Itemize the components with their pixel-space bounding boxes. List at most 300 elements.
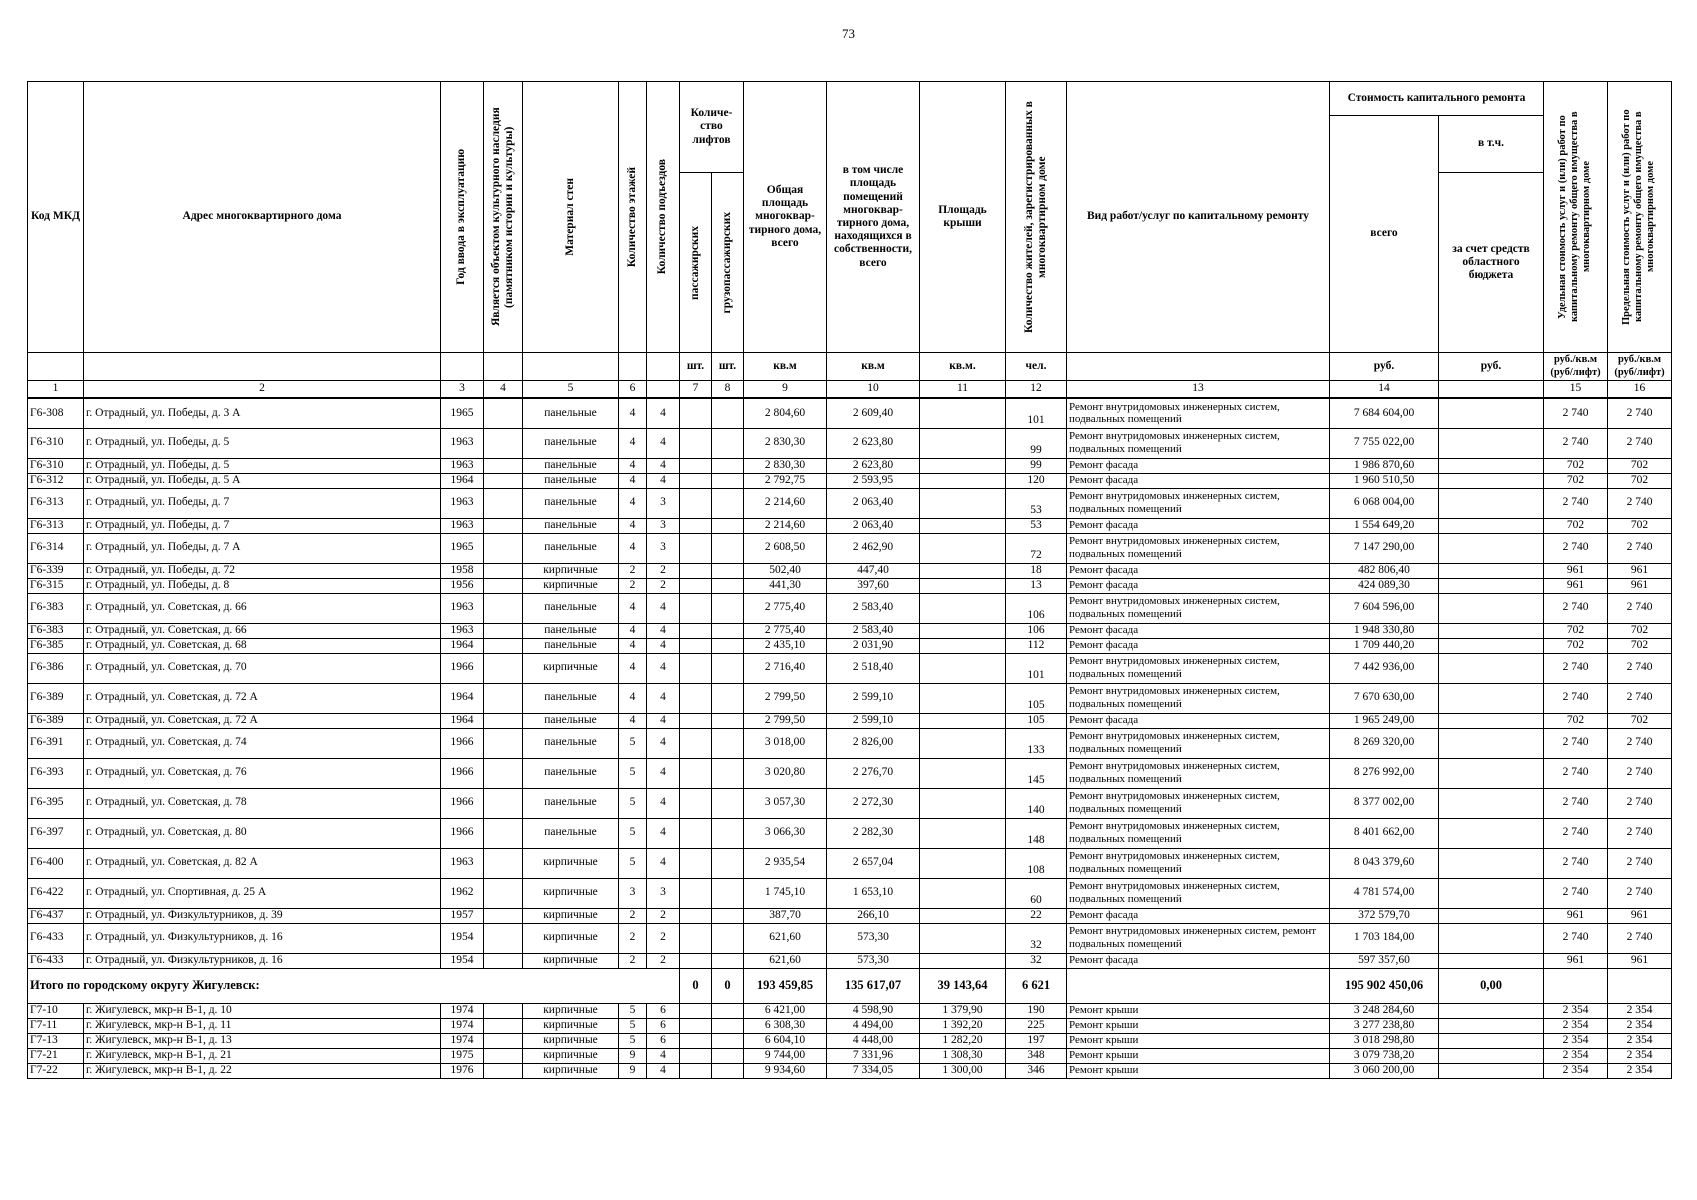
total-area: 2 830,30 [744, 458, 827, 473]
roof-area [920, 533, 1006, 563]
total-area: 387,70 [744, 908, 827, 923]
repair-cost: 3 277 238,80 [1330, 1018, 1439, 1033]
heritage-cell [484, 473, 523, 488]
column-number: 6 [619, 381, 647, 399]
total-lifts-cargo: 0 [712, 968, 744, 1003]
work-type: Ремонт внутридомовых инженерных систем, подвальных помещений [1067, 848, 1330, 878]
max-cost: 2 740 [1608, 848, 1672, 878]
total-area: 2 775,40 [744, 623, 827, 638]
header-heritage: Является объектом культурного наследия (памятником истории и культуры) [484, 82, 523, 353]
heritage-cell [484, 428, 523, 458]
table-header [28, 82, 1672, 399]
roof-area [920, 878, 1006, 908]
house-address: г. Жигулевск, мкр-н В-1, д. 21 [84, 1048, 441, 1063]
commission-year: 1964 [441, 683, 484, 713]
lifts-cargo [712, 848, 744, 878]
total-row [28, 968, 1672, 1003]
house-address: г. Отрадный, ул. Советская, д. 74 [84, 728, 441, 758]
floors-count: 5 [619, 818, 647, 848]
lifts-passenger [680, 923, 712, 953]
owned-area: 447,40 [827, 563, 920, 578]
floors-count: 2 [619, 578, 647, 593]
regional-budget [1439, 638, 1544, 653]
max-cost: 961 [1608, 908, 1672, 923]
wall-material: панельные [523, 623, 619, 638]
column-number: 10 [827, 381, 920, 399]
repair-cost: 3 079 738,20 [1330, 1048, 1439, 1063]
house-code: Г6-433 [28, 953, 84, 968]
repair-cost: 8 043 379,60 [1330, 848, 1439, 878]
header-lifts-passenger: пассажирских [680, 173, 712, 353]
regional-budget [1439, 1003, 1544, 1018]
commission-year: 1958 [441, 563, 484, 578]
entrances-count: 2 [647, 953, 680, 968]
table-row [28, 923, 1672, 953]
house-address: г. Отрадный, ул. Советская, д. 76 [84, 758, 441, 788]
house-address: г. Отрадный, ул. Советская, д. 68 [84, 638, 441, 653]
work-type: Ремонт внутридомовых инженерных систем, подвальных помещений [1067, 728, 1330, 758]
table-row [28, 398, 1672, 428]
total-area: 621,60 [744, 923, 827, 953]
commission-year: 1957 [441, 908, 484, 923]
header-cost-regional: за счет средств областного бюджета [1439, 173, 1544, 353]
house-address: г. Жигулевск, мкр-н В-1, д. 11 [84, 1018, 441, 1033]
heritage-cell [484, 1018, 523, 1033]
commission-year: 1954 [441, 953, 484, 968]
lifts-passenger [680, 578, 712, 593]
max-cost: 961 [1608, 563, 1672, 578]
total-residents: 6 621 [1006, 968, 1067, 1003]
work-type: Ремонт фасада [1067, 623, 1330, 638]
unit-cost: 2 740 [1544, 398, 1608, 428]
floors-count: 3 [619, 878, 647, 908]
floors-count: 4 [619, 398, 647, 428]
table-row [28, 428, 1672, 458]
column-number: 11 [920, 381, 1006, 399]
max-cost: 2 354 [1608, 1033, 1672, 1048]
repair-cost: 1 703 184,00 [1330, 923, 1439, 953]
heritage-cell [484, 533, 523, 563]
floors-count: 2 [619, 563, 647, 578]
table-row [28, 758, 1672, 788]
heritage-cell [484, 758, 523, 788]
residents-count: 190 [1006, 1003, 1067, 1018]
lifts-passenger [680, 683, 712, 713]
owned-area: 2 623,80 [827, 458, 920, 473]
lifts-passenger [680, 728, 712, 758]
commission-year: 1974 [441, 1033, 484, 1048]
header-entrances: Количество подъездов [647, 82, 680, 353]
house-code: Г6-393 [28, 758, 84, 788]
residents-count: 99 [1006, 458, 1067, 473]
commission-year: 1963 [441, 428, 484, 458]
heritage-cell [484, 848, 523, 878]
residents-count: 108 [1006, 848, 1067, 878]
house-code: Г6-310 [28, 458, 84, 473]
header-cost: Стоимость капитального ремонта [1330, 82, 1544, 116]
lifts-cargo [712, 518, 744, 533]
total-area: 3 057,30 [744, 788, 827, 818]
roof-area [920, 683, 1006, 713]
regional-budget [1439, 428, 1544, 458]
table-row [28, 473, 1672, 488]
wall-material: кирпичные [523, 1018, 619, 1033]
work-type: Ремонт внутридомовых инженерных систем, подвальных помещений [1067, 428, 1330, 458]
floors-count: 5 [619, 788, 647, 818]
house-address: г. Отрадный, ул. Советская, д. 66 [84, 593, 441, 623]
total-lifts-passenger: 0 [680, 968, 712, 1003]
commission-year: 1956 [441, 578, 484, 593]
house-code: Г6-385 [28, 638, 84, 653]
owned-area: 266,10 [827, 908, 920, 923]
page-number: 73 [842, 26, 855, 41]
work-type: Ремонт внутридомовых инженерных систем, подвальных помещений [1067, 818, 1330, 848]
residents-count: 197 [1006, 1033, 1067, 1048]
residents-count: 105 [1006, 683, 1067, 713]
roof-area [920, 623, 1006, 638]
regional-budget [1439, 563, 1544, 578]
entrances-count: 4 [647, 788, 680, 818]
total-area: 2 804,60 [744, 398, 827, 428]
heritage-cell [484, 593, 523, 623]
total-area: 6 604,10 [744, 1033, 827, 1048]
max-cost: 702 [1608, 638, 1672, 653]
regional-budget [1439, 1033, 1544, 1048]
owned-area: 2 031,90 [827, 638, 920, 653]
owned-area: 1 653,10 [827, 878, 920, 908]
work-type: Ремонт фасада [1067, 713, 1330, 728]
total-label: Итого по городскому округу Жигулевск: [28, 968, 680, 1003]
unit-cost: 702 [1544, 638, 1608, 653]
repair-cost: 8 276 992,00 [1330, 758, 1439, 788]
house-code: Г6-437 [28, 908, 84, 923]
total-area: 3 020,80 [744, 758, 827, 788]
wall-material: панельные [523, 758, 619, 788]
heritage-cell [484, 908, 523, 923]
column-number: 9 [744, 381, 827, 399]
unit-owned-area: кв.м [827, 353, 920, 381]
floors-count: 5 [619, 1003, 647, 1018]
total-area: 1 745,10 [744, 878, 827, 908]
repair-cost: 7 442 936,00 [1330, 653, 1439, 683]
owned-area: 573,30 [827, 953, 920, 968]
residents-count: 106 [1006, 593, 1067, 623]
house-code: Г7-11 [28, 1018, 84, 1033]
lifts-cargo [712, 1063, 744, 1078]
max-cost: 961 [1608, 578, 1672, 593]
floors-count: 4 [619, 518, 647, 533]
regional-budget [1439, 1063, 1544, 1078]
heritage-cell [484, 953, 523, 968]
heritage-cell [484, 728, 523, 758]
entrances-count: 4 [647, 758, 680, 788]
commission-year: 1963 [441, 848, 484, 878]
entrances-count: 6 [647, 1003, 680, 1018]
house-address: г. Отрадный, ул. Спортивная, д. 25 А [84, 878, 441, 908]
unit-cost: 2 740 [1544, 653, 1608, 683]
unit-cost-regional: руб. [1439, 353, 1544, 381]
regional-budget [1439, 728, 1544, 758]
lifts-passenger [680, 908, 712, 923]
entrances-count: 4 [647, 398, 680, 428]
total-area: 3 018,00 [744, 728, 827, 758]
repair-cost: 1 948 330,80 [1330, 623, 1439, 638]
work-type: Ремонт внутридомовых инженерных систем, подвальных помещений [1067, 593, 1330, 623]
owned-area: 4 598,90 [827, 1003, 920, 1018]
lifts-cargo [712, 1033, 744, 1048]
house-address: г. Отрадный, ул. Победы, д. 7 [84, 518, 441, 533]
max-cost: 2 740 [1608, 878, 1672, 908]
lifts-cargo [712, 458, 744, 473]
header-residents: Количество жителей, зарегистрированных в многоквартирном доме [1006, 82, 1067, 353]
entrances-count: 3 [647, 533, 680, 563]
floors-count: 5 [619, 758, 647, 788]
floors-count: 9 [619, 1063, 647, 1078]
house-address: г. Отрадный, ул. Физкультурников, д. 39 [84, 908, 441, 923]
lifts-passenger [680, 458, 712, 473]
commission-year: 1954 [441, 923, 484, 953]
roof-area [920, 488, 1006, 518]
lifts-passenger [680, 758, 712, 788]
commission-year: 1974 [441, 1018, 484, 1033]
unit-cost: 702 [1544, 473, 1608, 488]
total-area: 6 308,30 [744, 1018, 827, 1033]
roof-area [920, 563, 1006, 578]
unit-cost: 2 354 [1544, 1063, 1608, 1078]
wall-material: панельные [523, 428, 619, 458]
owned-area: 2 583,40 [827, 593, 920, 623]
total-owned-area-sum: 135 617,07 [827, 968, 920, 1003]
owned-area: 2 599,10 [827, 713, 920, 728]
lifts-cargo [712, 758, 744, 788]
unit-cost: 961 [1544, 953, 1608, 968]
roof-area: 1 282,20 [920, 1033, 1006, 1048]
entrances-count: 2 [647, 923, 680, 953]
lifts-passenger [680, 563, 712, 578]
commission-year: 1962 [441, 878, 484, 908]
lifts-passenger [680, 623, 712, 638]
lifts-passenger [680, 818, 712, 848]
repair-cost: 8 401 662,00 [1330, 818, 1439, 848]
header-cost-total: всего [1330, 116, 1439, 353]
regional-budget [1439, 1048, 1544, 1063]
house-address: г. Отрадный, ул. Победы, д. 5 [84, 458, 441, 473]
roof-area [920, 953, 1006, 968]
owned-area: 2 599,10 [827, 683, 920, 713]
regional-budget [1439, 908, 1544, 923]
owned-area: 2 063,40 [827, 518, 920, 533]
wall-material: панельные [523, 593, 619, 623]
house-code: Г6-312 [28, 473, 84, 488]
header-cost-incl: в т.ч. [1439, 116, 1544, 173]
commission-year: 1966 [441, 653, 484, 683]
floors-count: 2 [619, 923, 647, 953]
residents-count: 99 [1006, 428, 1067, 458]
work-type: Ремонт внутридомовых инженерных систем, подвальных помещений [1067, 398, 1330, 428]
total-max-empty [1608, 968, 1672, 1003]
heritage-cell [484, 488, 523, 518]
work-type: Ремонт фасада [1067, 638, 1330, 653]
commission-year: 1965 [441, 398, 484, 428]
lifts-passenger [680, 848, 712, 878]
total-unit-empty [1544, 968, 1608, 1003]
lifts-cargo [712, 653, 744, 683]
floors-count: 4 [619, 488, 647, 518]
lifts-passenger [680, 1003, 712, 1018]
regional-budget [1439, 878, 1544, 908]
roof-area: 1 308,30 [920, 1048, 1006, 1063]
lifts-passenger [680, 593, 712, 623]
roof-area [920, 908, 1006, 923]
residents-count: 346 [1006, 1063, 1067, 1078]
heritage-cell [484, 878, 523, 908]
header-lifts: Количе-ство лифтов [680, 82, 744, 173]
lifts-cargo [712, 1018, 744, 1033]
heritage-cell [484, 398, 523, 428]
unit-cost: 2 740 [1544, 533, 1608, 563]
repair-cost: 8 269 320,00 [1330, 728, 1439, 758]
commission-year: 1975 [441, 1048, 484, 1063]
total-area: 9 744,00 [744, 1048, 827, 1063]
entrances-count: 4 [647, 638, 680, 653]
wall-material: панельные [523, 473, 619, 488]
table-row [28, 818, 1672, 848]
regional-budget [1439, 1018, 1544, 1033]
lifts-cargo [712, 623, 744, 638]
lifts-passenger [680, 488, 712, 518]
header-owned-area: в том числе площадь помещений многоквар-тирного дома, находящихся в собственности, всего [827, 82, 920, 353]
max-cost: 2 740 [1608, 758, 1672, 788]
total-area: 2 775,40 [744, 593, 827, 623]
owned-area: 2 593,95 [827, 473, 920, 488]
wall-material: панельные [523, 488, 619, 518]
lifts-passenger [680, 428, 712, 458]
table-row [28, 653, 1672, 683]
house-code: Г6-389 [28, 713, 84, 728]
lifts-passenger [680, 953, 712, 968]
work-type: Ремонт фасада [1067, 563, 1330, 578]
house-code: Г7-21 [28, 1048, 84, 1063]
house-code: Г6-383 [28, 593, 84, 623]
wall-material: кирпичные [523, 953, 619, 968]
heritage-cell [484, 623, 523, 638]
lifts-cargo [712, 593, 744, 623]
table-row [28, 1003, 1672, 1018]
roof-area [920, 398, 1006, 428]
roof-area [920, 923, 1006, 953]
residents-count: 106 [1006, 623, 1067, 638]
regional-budget [1439, 683, 1544, 713]
unit-cost: 2 740 [1544, 758, 1608, 788]
regional-budget [1439, 923, 1544, 953]
entrances-count: 4 [647, 593, 680, 623]
commission-year: 1965 [441, 533, 484, 563]
wall-material: панельные [523, 818, 619, 848]
residents-count: 225 [1006, 1018, 1067, 1033]
lifts-passenger [680, 653, 712, 683]
total-regional: 0,00 [1439, 968, 1544, 1003]
house-code: Г6-315 [28, 578, 84, 593]
floors-count: 4 [619, 473, 647, 488]
unit-residents: чел. [1006, 353, 1067, 381]
wall-material: кирпичные [523, 1063, 619, 1078]
repair-cost: 6 068 004,00 [1330, 488, 1439, 518]
total-area: 2 214,60 [744, 518, 827, 533]
commission-year: 1964 [441, 638, 484, 653]
unit-cost: 2 740 [1544, 818, 1608, 848]
heritage-cell [484, 563, 523, 578]
heritage-cell [484, 1048, 523, 1063]
repair-cost: 1 960 510,50 [1330, 473, 1439, 488]
commission-year: 1963 [441, 518, 484, 533]
entrances-count: 6 [647, 1033, 680, 1048]
max-cost: 2 740 [1608, 593, 1672, 623]
unit-total-area: кв.м [744, 353, 827, 381]
lifts-passenger [680, 398, 712, 428]
table-row [28, 518, 1672, 533]
table-body [28, 398, 1672, 1078]
regional-budget [1439, 593, 1544, 623]
heritage-cell [484, 1003, 523, 1018]
heritage-cell [484, 638, 523, 653]
floors-count: 4 [619, 533, 647, 563]
roof-area [920, 653, 1006, 683]
total-area: 6 421,00 [744, 1003, 827, 1018]
lifts-cargo [712, 638, 744, 653]
roof-area: 1 392,20 [920, 1018, 1006, 1033]
commission-year: 1974 [441, 1003, 484, 1018]
roof-area [920, 713, 1006, 728]
work-type: Ремонт внутридомовых инженерных систем, подвальных помещений [1067, 878, 1330, 908]
house-address: г. Отрадный, ул. Победы, д. 3 А [84, 398, 441, 428]
table-row [28, 908, 1672, 923]
floors-count: 4 [619, 683, 647, 713]
column-number: 12 [1006, 381, 1067, 399]
floors-count: 2 [619, 953, 647, 968]
unit-max-cost: руб./кв.м (руб/лифт) [1608, 353, 1672, 381]
floors-count: 4 [619, 713, 647, 728]
unit-cost: 2 740 [1544, 593, 1608, 623]
total-area: 2 935,54 [744, 848, 827, 878]
lifts-cargo [712, 1048, 744, 1063]
owned-area: 2 063,40 [827, 488, 920, 518]
total-area: 2 716,40 [744, 653, 827, 683]
lifts-cargo [712, 473, 744, 488]
regional-budget [1439, 848, 1544, 878]
wall-material: кирпичные [523, 908, 619, 923]
commission-year: 1964 [441, 473, 484, 488]
header-roof-area: Площадь крыши [920, 82, 1006, 353]
residents-count: 140 [1006, 788, 1067, 818]
house-code: Г6-310 [28, 428, 84, 458]
lifts-passenger [680, 473, 712, 488]
entrances-count: 3 [647, 878, 680, 908]
house-address: г. Отрадный, ул. Победы, д. 7 [84, 488, 441, 518]
header-address: Адрес многоквартирного дома [84, 82, 441, 353]
total-area: 9 934,60 [744, 1063, 827, 1078]
repair-cost: 482 806,40 [1330, 563, 1439, 578]
total-area: 502,40 [744, 563, 827, 578]
total-area: 2 792,75 [744, 473, 827, 488]
table-row [28, 953, 1672, 968]
unit-cost: 2 354 [1544, 1003, 1608, 1018]
owned-area: 2 609,40 [827, 398, 920, 428]
house-address: г. Отрадный, ул. Победы, д. 72 [84, 563, 441, 578]
residents-count: 120 [1006, 473, 1067, 488]
table-row [28, 1018, 1672, 1033]
column-number: 2 [84, 381, 441, 399]
work-type: Ремонт внутридомовых инженерных систем, подвальных помещений [1067, 788, 1330, 818]
